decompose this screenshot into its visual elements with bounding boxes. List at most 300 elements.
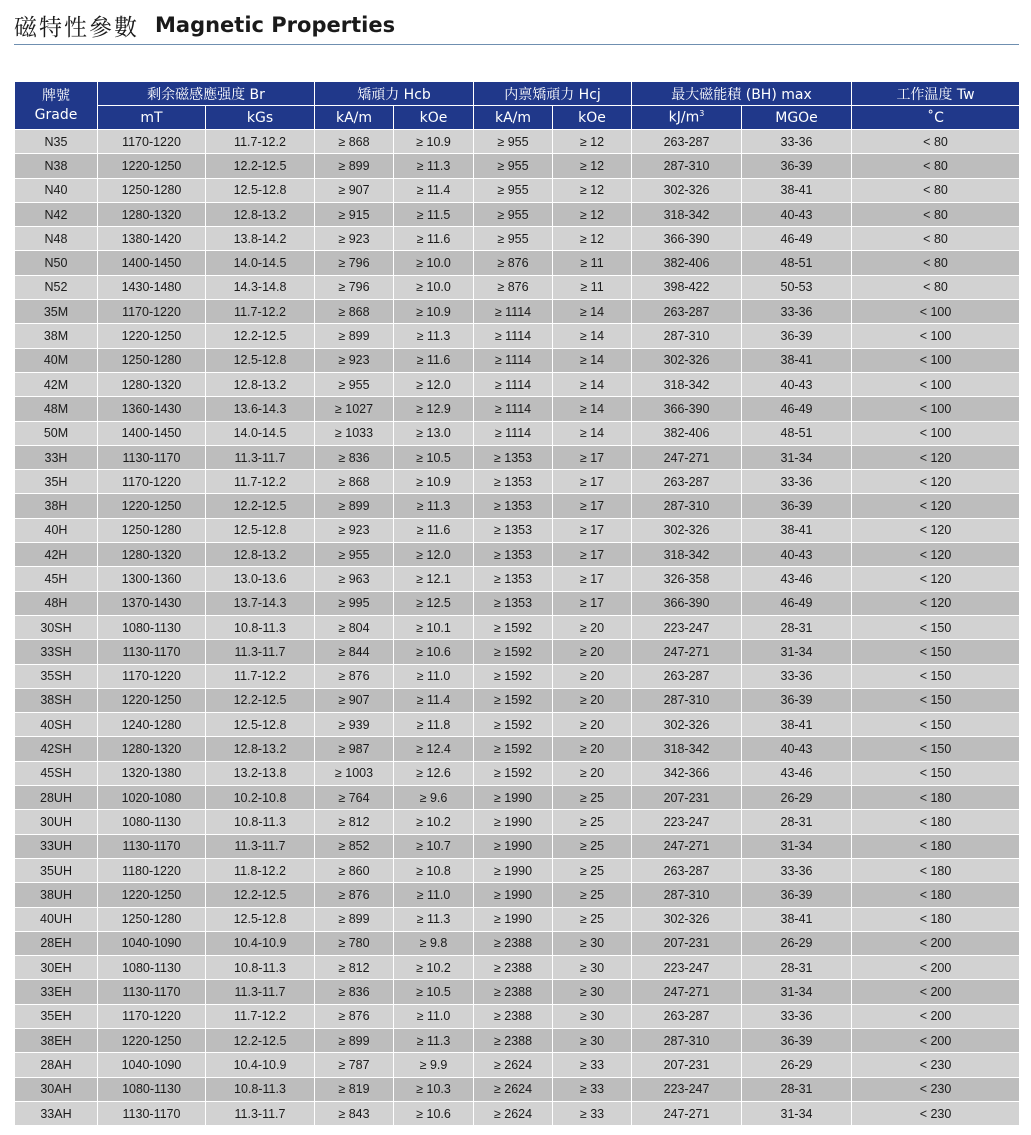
- unit-hcb-kam: kA/m: [315, 106, 394, 130]
- table-row: [15, 956, 1020, 980]
- table-row: [15, 907, 1020, 931]
- cell-tw-c: < 100: [852, 397, 1020, 421]
- table-row: [15, 202, 1020, 226]
- cell-hcb-kam: ≥ 899: [315, 1028, 394, 1052]
- cell-br-kgs: 11.3-11.7: [206, 640, 315, 664]
- cell-grade: N52: [15, 275, 98, 299]
- cell-grade: 33AH: [15, 1101, 98, 1125]
- cell-bh-kjm3: 342-366: [632, 761, 742, 785]
- cell-bh-mgoe: 31-34: [742, 1101, 852, 1125]
- cell-bh-kjm3: 263-287: [632, 1004, 742, 1028]
- cell-tw-c: < 180: [852, 858, 1020, 882]
- cell-tw-c: < 150: [852, 688, 1020, 712]
- cell-hcj-koe: ≥ 20: [553, 688, 632, 712]
- cell-bh-kjm3: 287-310: [632, 883, 742, 907]
- cell-tw-c: < 100: [852, 300, 1020, 324]
- cell-hcj-koe: ≥ 25: [553, 810, 632, 834]
- cell-br-kgs: 11.3-11.7: [206, 1101, 315, 1125]
- cell-hcj-kam: ≥ 876: [474, 275, 553, 299]
- cell-bh-kjm3: 326-358: [632, 567, 742, 591]
- cell-tw-c: < 100: [852, 324, 1020, 348]
- cell-br-mt: 1170-1220: [98, 130, 206, 154]
- cell-tw-c: < 150: [852, 615, 1020, 639]
- cell-hcb-koe: ≥ 10.3: [394, 1077, 474, 1101]
- cell-bh-kjm3: 247-271: [632, 834, 742, 858]
- cell-grade: 30SH: [15, 615, 98, 639]
- cell-grade: 48H: [15, 591, 98, 615]
- cell-tw-c: < 80: [852, 251, 1020, 275]
- cell-bh-mgoe: 38-41: [742, 178, 852, 202]
- cell-br-kgs: 10.4-10.9: [206, 1053, 315, 1077]
- cell-hcj-kam: ≥ 1592: [474, 761, 553, 785]
- cell-hcb-koe: ≥ 10.8: [394, 858, 474, 882]
- cell-grade: 28EH: [15, 931, 98, 955]
- cell-bh-kjm3: 302-326: [632, 907, 742, 931]
- cell-bh-mgoe: 40-43: [742, 737, 852, 761]
- cell-grade: 38M: [15, 324, 98, 348]
- table-row: [15, 470, 1020, 494]
- cell-hcb-koe: ≥ 11.6: [394, 348, 474, 372]
- cell-br-kgs: 13.6-14.3: [206, 397, 315, 421]
- cell-hcb-kam: ≥ 844: [315, 640, 394, 664]
- cell-hcj-koe: ≥ 20: [553, 713, 632, 737]
- cell-tw-c: < 150: [852, 664, 1020, 688]
- cell-tw-c: < 150: [852, 713, 1020, 737]
- cell-br-kgs: 10.8-11.3: [206, 1077, 315, 1101]
- header-tw: 工作温度 Tw: [852, 82, 1020, 106]
- cell-br-mt: 1280-1320: [98, 202, 206, 226]
- cell-hcb-koe: ≥ 11.0: [394, 883, 474, 907]
- cell-grade: 35UH: [15, 858, 98, 882]
- cell-br-kgs: 13.0-13.6: [206, 567, 315, 591]
- cell-bh-kjm3: 263-287: [632, 130, 742, 154]
- cell-grade: 28AH: [15, 1053, 98, 1077]
- cell-bh-mgoe: 43-46: [742, 761, 852, 785]
- cell-hcj-koe: ≥ 33: [553, 1077, 632, 1101]
- cell-hcj-kam: ≥ 2624: [474, 1101, 553, 1125]
- cell-bh-kjm3: 366-390: [632, 397, 742, 421]
- cell-bh-mgoe: 48-51: [742, 421, 852, 445]
- cell-grade: 38EH: [15, 1028, 98, 1052]
- cell-hcj-kam: ≥ 1114: [474, 372, 553, 396]
- cell-bh-mgoe: 31-34: [742, 445, 852, 469]
- cell-bh-kjm3: 207-231: [632, 931, 742, 955]
- cell-hcj-kam: ≥ 2624: [474, 1053, 553, 1077]
- table-row: [15, 761, 1020, 785]
- cell-bh-mgoe: 48-51: [742, 251, 852, 275]
- cell-hcj-koe: ≥ 30: [553, 931, 632, 955]
- cell-br-mt: 1130-1170: [98, 980, 206, 1004]
- cell-hcb-koe: ≥ 10.5: [394, 445, 474, 469]
- cell-br-mt: 1080-1130: [98, 1077, 206, 1101]
- cell-br-kgs: 11.7-12.2: [206, 1004, 315, 1028]
- cell-hcb-kam: ≥ 955: [315, 543, 394, 567]
- table-row: [15, 130, 1020, 154]
- cell-br-kgs: 10.2-10.8: [206, 786, 315, 810]
- cell-hcj-koe: ≥ 12: [553, 178, 632, 202]
- header-bhmax: 最大磁能積 (BH) max: [632, 82, 852, 106]
- cell-bh-mgoe: 36-39: [742, 494, 852, 518]
- cell-hcj-kam: ≥ 1353: [474, 494, 553, 518]
- cell-hcb-kam: ≥ 899: [315, 494, 394, 518]
- cell-br-kgs: 12.5-12.8: [206, 178, 315, 202]
- cell-br-kgs: 14.3-14.8: [206, 275, 315, 299]
- cell-hcb-kam: ≥ 804: [315, 615, 394, 639]
- cell-hcb-kam: ≥ 780: [315, 931, 394, 955]
- cell-tw-c: < 120: [852, 543, 1020, 567]
- cell-hcj-kam: ≥ 1592: [474, 737, 553, 761]
- cell-hcb-koe: ≥ 12.1: [394, 567, 474, 591]
- cell-bh-kjm3: 223-247: [632, 956, 742, 980]
- cell-hcj-kam: ≥ 955: [474, 130, 553, 154]
- cell-hcj-koe: ≥ 20: [553, 615, 632, 639]
- cell-bh-kjm3: 287-310: [632, 154, 742, 178]
- cell-br-mt: 1320-1380: [98, 761, 206, 785]
- cell-bh-kjm3: 302-326: [632, 178, 742, 202]
- cell-bh-mgoe: 33-36: [742, 1004, 852, 1028]
- cell-hcb-koe: ≥ 12.4: [394, 737, 474, 761]
- cell-br-mt: 1220-1250: [98, 688, 206, 712]
- cell-grade: 48M: [15, 397, 98, 421]
- cell-tw-c: < 180: [852, 883, 1020, 907]
- cell-hcb-koe: ≥ 9.9: [394, 1053, 474, 1077]
- cell-hcj-koe: ≥ 17: [553, 445, 632, 469]
- cell-br-kgs: 14.0-14.5: [206, 421, 315, 445]
- table-row: [15, 810, 1020, 834]
- cell-grade: 40M: [15, 348, 98, 372]
- cell-grade: 38UH: [15, 883, 98, 907]
- cell-hcj-kam: ≥ 2624: [474, 1077, 553, 1101]
- cell-hcj-koe: ≥ 20: [553, 664, 632, 688]
- cell-br-kgs: 12.2-12.5: [206, 883, 315, 907]
- cell-bh-mgoe: 43-46: [742, 567, 852, 591]
- cell-hcb-kam: ≥ 868: [315, 130, 394, 154]
- table-row: [15, 227, 1020, 251]
- cell-hcj-koe: ≥ 20: [553, 761, 632, 785]
- cell-grade: 33EH: [15, 980, 98, 1004]
- cell-tw-c: < 80: [852, 178, 1020, 202]
- cell-grade: 35H: [15, 470, 98, 494]
- cell-hcj-koe: ≥ 25: [553, 907, 632, 931]
- cell-hcb-koe: ≥ 11.6: [394, 227, 474, 251]
- header-grade-zh: 牌號: [42, 87, 70, 104]
- cell-hcj-kam: ≥ 1353: [474, 543, 553, 567]
- cell-bh-mgoe: 46-49: [742, 227, 852, 251]
- cell-br-mt: 1300-1360: [98, 567, 206, 591]
- cell-bh-mgoe: 36-39: [742, 688, 852, 712]
- page-title: [14, 6, 1019, 45]
- cell-tw-c: < 180: [852, 786, 1020, 810]
- cell-br-mt: 1240-1280: [98, 713, 206, 737]
- cell-tw-c: < 120: [852, 470, 1020, 494]
- cell-hcj-kam: ≥ 1990: [474, 834, 553, 858]
- cell-hcb-koe: ≥ 10.6: [394, 1101, 474, 1125]
- cell-bh-mgoe: 28-31: [742, 615, 852, 639]
- cell-hcb-kam: ≥ 923: [315, 348, 394, 372]
- cell-hcb-koe: ≥ 10.0: [394, 251, 474, 275]
- cell-hcb-kam: ≥ 963: [315, 567, 394, 591]
- cell-bh-kjm3: 318-342: [632, 372, 742, 396]
- cell-hcj-kam: ≥ 1990: [474, 883, 553, 907]
- cell-hcj-kam: ≥ 1114: [474, 421, 553, 445]
- cell-hcb-koe: ≥ 10.7: [394, 834, 474, 858]
- cell-bh-kjm3: 287-310: [632, 688, 742, 712]
- cell-hcb-kam: ≥ 1033: [315, 421, 394, 445]
- table-row: [15, 858, 1020, 882]
- cell-hcb-koe: ≥ 11.4: [394, 178, 474, 202]
- cell-grade: 40H: [15, 518, 98, 542]
- table-row: [15, 713, 1020, 737]
- cell-br-mt: 1220-1250: [98, 1028, 206, 1052]
- cell-hcb-kam: ≥ 907: [315, 178, 394, 202]
- cell-tw-c: < 200: [852, 1004, 1020, 1028]
- cell-grade: N38: [15, 154, 98, 178]
- cell-grade: 33UH: [15, 834, 98, 858]
- cell-br-kgs: 12.8-13.2: [206, 543, 315, 567]
- cell-bh-kjm3: 366-390: [632, 591, 742, 615]
- cell-hcb-kam: ≥ 868: [315, 470, 394, 494]
- cell-bh-kjm3: 247-271: [632, 980, 742, 1004]
- cell-bh-mgoe: 50-53: [742, 275, 852, 299]
- cell-br-mt: 1250-1280: [98, 178, 206, 202]
- cell-hcb-kam: ≥ 836: [315, 445, 394, 469]
- table-row: [15, 445, 1020, 469]
- cell-hcj-kam: ≥ 1353: [474, 518, 553, 542]
- cell-br-mt: 1130-1170: [98, 445, 206, 469]
- cell-br-mt: 1220-1250: [98, 324, 206, 348]
- cell-br-kgs: 12.5-12.8: [206, 348, 315, 372]
- cell-grade: 40SH: [15, 713, 98, 737]
- cell-hcb-koe: ≥ 10.0: [394, 275, 474, 299]
- cell-hcj-kam: ≥ 1592: [474, 640, 553, 664]
- cell-hcj-kam: ≥ 2388: [474, 931, 553, 955]
- cell-br-kgs: 11.7-12.2: [206, 130, 315, 154]
- table-row: [15, 615, 1020, 639]
- cell-br-mt: 1280-1320: [98, 372, 206, 396]
- cell-br-mt: 1130-1170: [98, 640, 206, 664]
- cell-br-kgs: 12.2-12.5: [206, 1028, 315, 1052]
- cell-grade: 35M: [15, 300, 98, 324]
- cell-grade: 45H: [15, 567, 98, 591]
- table-row: [15, 1101, 1020, 1125]
- unit-hcj-kam: kA/m: [474, 106, 553, 130]
- table-row: [15, 300, 1020, 324]
- table-row: [15, 494, 1020, 518]
- table-row: [15, 664, 1020, 688]
- cell-br-kgs: 11.7-12.2: [206, 300, 315, 324]
- cell-hcb-koe: ≥ 11.3: [394, 324, 474, 348]
- cell-hcj-koe: ≥ 11: [553, 251, 632, 275]
- cell-br-mt: 1400-1450: [98, 251, 206, 275]
- cell-hcj-kam: ≥ 955: [474, 154, 553, 178]
- cell-tw-c: < 120: [852, 445, 1020, 469]
- cell-bh-mgoe: 33-36: [742, 300, 852, 324]
- cell-br-mt: 1250-1280: [98, 907, 206, 931]
- cell-hcb-kam: ≥ 836: [315, 980, 394, 1004]
- cell-hcj-koe: ≥ 14: [553, 397, 632, 421]
- cell-br-kgs: 12.8-13.2: [206, 372, 315, 396]
- table-row: [15, 543, 1020, 567]
- cell-bh-mgoe: 26-29: [742, 786, 852, 810]
- cell-grade: 45SH: [15, 761, 98, 785]
- cell-hcj-koe: ≥ 25: [553, 883, 632, 907]
- cell-br-mt: 1370-1430: [98, 591, 206, 615]
- cell-grade: 30AH: [15, 1077, 98, 1101]
- cell-bh-kjm3: 287-310: [632, 1028, 742, 1052]
- cell-tw-c: < 120: [852, 591, 1020, 615]
- cell-hcj-kam: ≥ 1353: [474, 445, 553, 469]
- cell-bh-kjm3: 382-406: [632, 421, 742, 445]
- unit-hcj-koe: kOe: [553, 106, 632, 130]
- cell-hcb-kam: ≥ 899: [315, 154, 394, 178]
- cell-hcb-koe: ≥ 10.9: [394, 470, 474, 494]
- cell-hcj-koe: ≥ 17: [553, 567, 632, 591]
- table-header: [15, 82, 1020, 130]
- cell-br-kgs: 10.8-11.3: [206, 810, 315, 834]
- cell-hcb-kam: ≥ 764: [315, 786, 394, 810]
- cell-hcj-kam: ≥ 876: [474, 251, 553, 275]
- cell-hcb-koe: ≥ 11.3: [394, 1028, 474, 1052]
- header-grade: [15, 82, 98, 130]
- table-row: [15, 324, 1020, 348]
- table-row: [15, 980, 1020, 1004]
- cell-tw-c: < 80: [852, 202, 1020, 226]
- cell-bh-kjm3: 247-271: [632, 1101, 742, 1125]
- cell-hcb-koe: ≥ 10.2: [394, 956, 474, 980]
- table-row: [15, 518, 1020, 542]
- cell-hcb-koe: ≥ 12.9: [394, 397, 474, 421]
- cell-hcj-koe: ≥ 17: [553, 518, 632, 542]
- cell-bh-mgoe: 31-34: [742, 980, 852, 1004]
- cell-grade: 42SH: [15, 737, 98, 761]
- cell-hcb-koe: ≥ 10.9: [394, 130, 474, 154]
- cell-hcb-koe: ≥ 11.3: [394, 494, 474, 518]
- cell-hcj-koe: ≥ 25: [553, 834, 632, 858]
- cell-hcj-koe: ≥ 17: [553, 470, 632, 494]
- cell-br-mt: 1360-1430: [98, 397, 206, 421]
- cell-bh-kjm3: 263-287: [632, 300, 742, 324]
- cell-hcb-kam: ≥ 796: [315, 275, 394, 299]
- cell-hcb-koe: ≥ 11.0: [394, 1004, 474, 1028]
- table-row: [15, 1004, 1020, 1028]
- cell-br-kgs: 11.3-11.7: [206, 980, 315, 1004]
- cell-br-kgs: 12.8-13.2: [206, 737, 315, 761]
- cell-tw-c: < 150: [852, 640, 1020, 664]
- cell-bh-mgoe: 36-39: [742, 883, 852, 907]
- cell-hcj-kam: ≥ 1990: [474, 907, 553, 931]
- cell-tw-c: < 150: [852, 761, 1020, 785]
- table-row: [15, 567, 1020, 591]
- cell-bh-kjm3: 263-287: [632, 664, 742, 688]
- unit-br-mt: mT: [98, 106, 206, 130]
- cell-hcb-kam: ≥ 1027: [315, 397, 394, 421]
- cell-hcj-koe: ≥ 30: [553, 1028, 632, 1052]
- cell-bh-kjm3: 287-310: [632, 494, 742, 518]
- cell-hcb-koe: ≥ 10.5: [394, 980, 474, 1004]
- cell-tw-c: < 100: [852, 372, 1020, 396]
- cell-br-mt: 1220-1250: [98, 154, 206, 178]
- cell-hcj-kam: ≥ 2388: [474, 1004, 553, 1028]
- cell-hcb-kam: ≥ 876: [315, 883, 394, 907]
- cell-bh-mgoe: 38-41: [742, 518, 852, 542]
- table-row: [15, 1077, 1020, 1101]
- cell-hcj-kam: ≥ 1353: [474, 567, 553, 591]
- cell-hcb-kam: ≥ 843: [315, 1101, 394, 1125]
- cell-hcb-kam: ≥ 876: [315, 1004, 394, 1028]
- cell-bh-kjm3: 382-406: [632, 251, 742, 275]
- cell-br-mt: 1400-1450: [98, 421, 206, 445]
- cell-tw-c: < 80: [852, 227, 1020, 251]
- cell-grade: N42: [15, 202, 98, 226]
- cell-br-mt: 1130-1170: [98, 834, 206, 858]
- cell-bh-kjm3: 263-287: [632, 470, 742, 494]
- cell-grade: N50: [15, 251, 98, 275]
- cell-hcj-koe: ≥ 14: [553, 421, 632, 445]
- cell-tw-c: < 200: [852, 956, 1020, 980]
- cell-hcb-kam: ≥ 923: [315, 227, 394, 251]
- cell-br-mt: 1180-1220: [98, 858, 206, 882]
- cell-grade: 30UH: [15, 810, 98, 834]
- cell-bh-mgoe: 36-39: [742, 1028, 852, 1052]
- cell-tw-c: < 200: [852, 980, 1020, 1004]
- table-row: [15, 737, 1020, 761]
- cell-bh-mgoe: 28-31: [742, 1077, 852, 1101]
- cell-hcb-koe: ≥ 13.0: [394, 421, 474, 445]
- cell-hcj-koe: ≥ 14: [553, 324, 632, 348]
- cell-hcb-koe: ≥ 10.2: [394, 810, 474, 834]
- cell-hcb-koe: ≥ 12.5: [394, 591, 474, 615]
- cell-hcb-kam: ≥ 812: [315, 956, 394, 980]
- table-row: [15, 397, 1020, 421]
- cell-br-kgs: 12.8-13.2: [206, 202, 315, 226]
- cell-br-kgs: 12.2-12.5: [206, 154, 315, 178]
- cell-tw-c: < 150: [852, 737, 1020, 761]
- cell-br-mt: 1020-1080: [98, 786, 206, 810]
- cell-grade: 30EH: [15, 956, 98, 980]
- cell-hcj-koe: ≥ 30: [553, 1004, 632, 1028]
- cell-hcb-kam: ≥ 987: [315, 737, 394, 761]
- header-row-main: [15, 82, 1020, 106]
- cell-br-mt: 1280-1320: [98, 737, 206, 761]
- table-row: [15, 251, 1020, 275]
- cell-bh-mgoe: 26-29: [742, 1053, 852, 1077]
- cell-hcb-koe: ≥ 11.3: [394, 154, 474, 178]
- cell-tw-c: < 80: [852, 275, 1020, 299]
- cell-hcj-koe: ≥ 20: [553, 737, 632, 761]
- cell-hcj-kam: ≥ 1114: [474, 300, 553, 324]
- cell-hcj-kam: ≥ 1114: [474, 324, 553, 348]
- cell-br-mt: 1130-1170: [98, 1101, 206, 1125]
- cell-grade: 38SH: [15, 688, 98, 712]
- table-body: [15, 130, 1020, 1126]
- cell-bh-kjm3: 207-231: [632, 786, 742, 810]
- cell-br-mt: 1280-1320: [98, 543, 206, 567]
- cell-hcb-koe: ≥ 11.5: [394, 202, 474, 226]
- cell-br-kgs: 11.3-11.7: [206, 445, 315, 469]
- cell-hcb-koe: ≥ 12.0: [394, 543, 474, 567]
- cell-hcj-koe: ≥ 12: [553, 130, 632, 154]
- cell-br-mt: 1080-1130: [98, 615, 206, 639]
- cell-tw-c: < 180: [852, 834, 1020, 858]
- cell-br-kgs: 11.3-11.7: [206, 834, 315, 858]
- cell-bh-kjm3: 302-326: [632, 713, 742, 737]
- cell-hcj-kam: ≥ 1990: [474, 858, 553, 882]
- cell-bh-mgoe: 36-39: [742, 324, 852, 348]
- cell-hcb-koe: ≥ 12.6: [394, 761, 474, 785]
- cell-grade: 50M: [15, 421, 98, 445]
- cell-bh-mgoe: 40-43: [742, 372, 852, 396]
- cell-bh-kjm3: 223-247: [632, 810, 742, 834]
